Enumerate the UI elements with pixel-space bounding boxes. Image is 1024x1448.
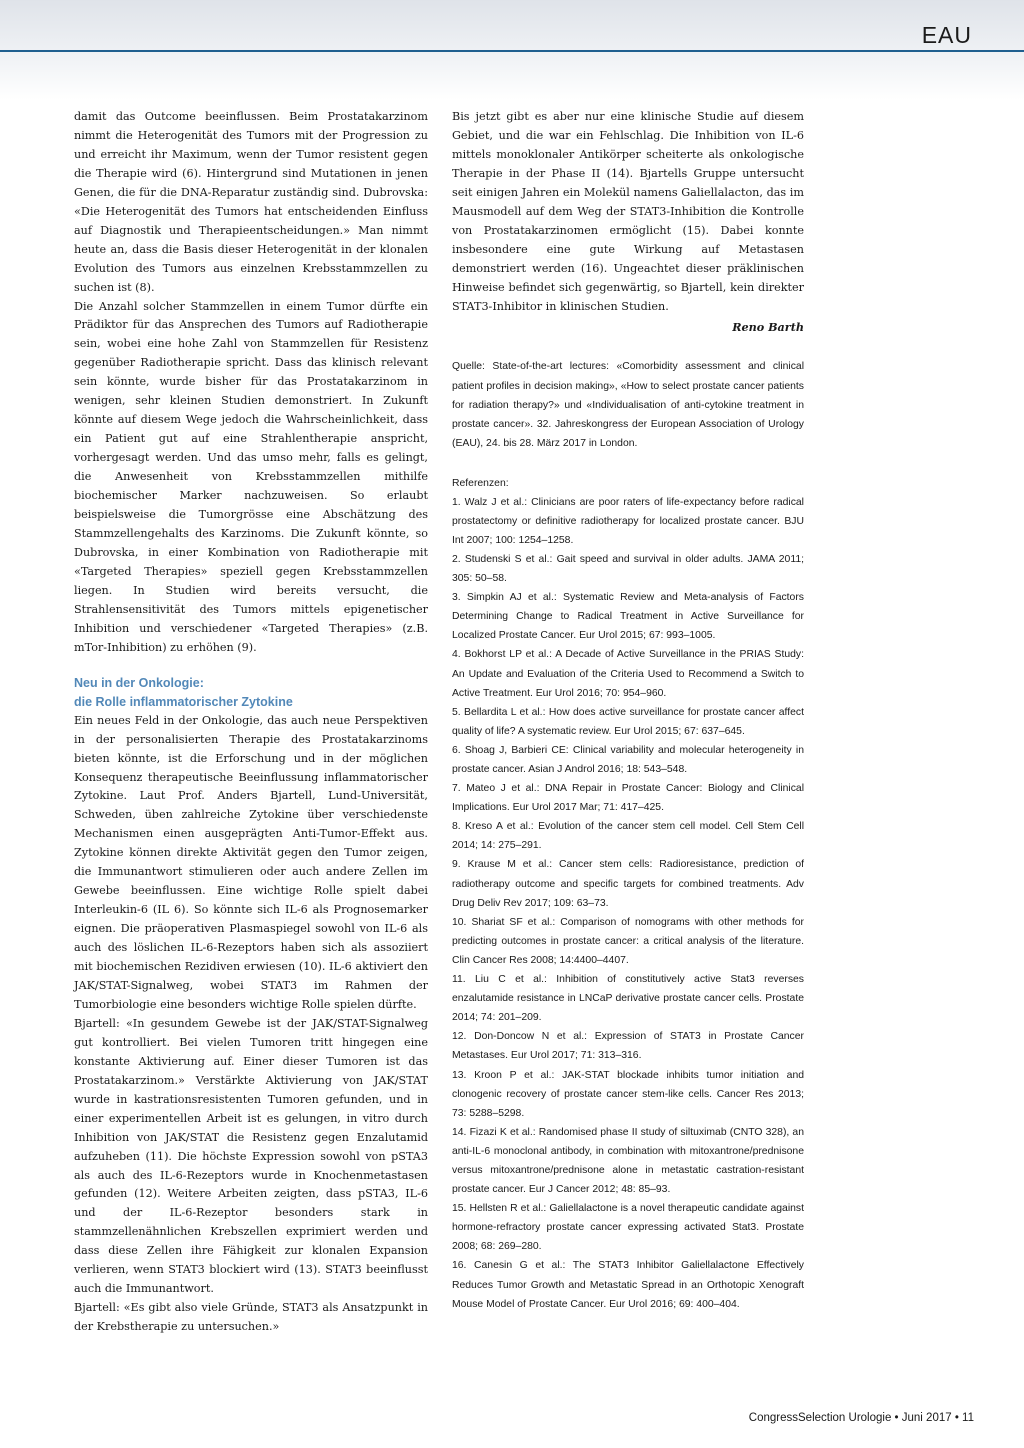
reference-item: 1. Walz J et al.: Clinicians are poor raters of life-expectancy before radical prostatectomy or definitive radiotherapy for localized prostate cancer. BJU Int 2007; 100: 1254–1258. xyxy=(452,496,804,546)
reference-item: 12. Don-Doncow N et al.: Expression of STAT3 in Prostate Cancer Metastases. Eur Urol 2017; 71: 313–316. xyxy=(452,1031,804,1062)
left-column xyxy=(74,108,428,1337)
paragraph: Bis jetzt gibt es aber nur eine klinische Studie auf diesem Gebiet, und die war ein Fehlschlag. Die Inhibition von IL-6 mittels monoklonaler Antikörper scheiterte als onkologische Therapie in der Phase II (14). Bjartells Gruppe untersucht seit einigen Jahren ein Molekül namens Galiellalacton, das im Mausmodell auf dem Weg der STAT3-Inhibition die Kontrolle von Prostatakarzinomen ermöglicht (15). Dabei konnte insbesondere eine gute Wirkung auf Metastasen demonstriert werden (16). Ungeachtet dieser präklinischen Hinweise befindet sich gegenwärtig, so Bjartell, kein direkter STAT3-Inhibitor in klinischen Studien. xyxy=(452,110,804,313)
paragraph: Bjartell: «Es gibt also viele Gründe, STAT3 als Ansatzpunkt in der Krebstherapie zu untersuchen.» xyxy=(74,1301,428,1334)
right-column xyxy=(452,108,804,1314)
section-heading-line2: die Rolle inflammatorischer Zytokine xyxy=(74,694,293,709)
reference-item: 5. Bellardita L et al.: How does active surveillance for prostate cancer affect quality of life? A systematic review. Eur Urol 2015; 67: 637–645. xyxy=(452,706,804,737)
paragraph: Bjartell: «In gesundem Gewebe ist der JAK/STAT-Signalweg gut kontrolliert. Bei vielen Tumoren tritt hingegen eine konstante Aktivierung auf. Einer dieser Tumoren ist das Prostatakarzinom.» Verstärkte Aktivierung von JAK/STAT wurde in kastrationsresistenten Tumoren gefunden, und in einer experimentellen Arbeit ist es gelungen, in vitro durch Inhibition von JAK/STAT die Resistenz gegen Enzalutamid aufzuheben (11). Die höchste Expression sowohl von pSTA3 als auch des IL-6-Rezeptors wurde in Knochenmetastasen gefunden (12). Weitere Arbeiten zeigten, dass pSTA3, IL-6 und der IL-6-Rezeptor besonders stark in stammzellenähnlichen Krebszellen exprimiert werden und dass diese Zellen ihre Fähigkeit zur klonalen Expansion verlieren, wenn STAT3 blockiert wird (13). STAT3 beeinflusst auch die Immunantwort. xyxy=(74,1016,428,1296)
page-footer: CongressSelection Urologie • Juni 2017 • 11 xyxy=(748,1412,974,1424)
paragraph: Die Anzahl solcher Stammzellen in einem Tumor dürfte ein Prädiktor für das Ansprechen des Tumors auf Radiotherapie sein, wobei eine hohe Zahl von Stammzellen für Resistenz gegenüber Radiotherapie spricht. Dass das klinisch relevant sein könnte, wurde bisher für das Prostatakarzinom in wenigen, sehr kleinen Studien demonstriert. In Zukunft könnte auf diesem Wege jedoch die Wahrscheinlichkeit, dass ein Patient gut auf eine Strahlentherapie anspricht, vorhergesagt werden. Und das umso mehr, falls es gelingt, die Anwesenheit von Krebsstammzellen mithilfe biochemischer Marker nachzuweisen. So erlaubt beispielsweise die Tumorgrösse eine Abschätzung des Stammzellengehalts des Karzinoms. Die Zukunft könnte, so Dubrovska, in einer Kombination von Radiotherapie mit «Targeted Therapies» speziell gegen Krebsstammzellen liegen. In Studien wird bereits versucht, die Strahlensensitivität des Tumors mittels epigenetischer Inhibition und verschiedener «Targeted Therapies» (z.B. mTor-Inhibition) zu erhöhen (9). xyxy=(74,299,428,654)
reference-item: 16. Canesin G et al.: The STAT3 Inhibitor Galiellalactone Effectively Reduces Tumor Growth and Metastatic Spread in an Orthotopic Xenograft Mouse Model of Prostate Cancer. Eur Urol 2016; 69: 400–404. xyxy=(452,1260,804,1310)
section-tag: EAU xyxy=(921,22,972,48)
reference-item: 13. Kroon P et al.: JAK-STAT blockade inhibits tumor initiation and clonogenic recovery of prostate cancer stem-like cells. Cancer Res 2013; 73: 5288–5298. xyxy=(452,1069,804,1119)
references-title: Referenzen: xyxy=(452,477,509,489)
reference-item: 7. Mateo J et al.: DNA Repair in Prostate Cancer: Biology and Clinical Implications. Eur Urol 2017 Mar; 71: 417–425. xyxy=(452,783,804,814)
reference-item: 9. Krause M et al.: Cancer stem cells: Radioresistance, prediction of radiotherapy outcome and specific targets for combined treatments. Adv Drug Deliv Rev 2017; 109: 63–73. xyxy=(452,859,804,909)
header-rule xyxy=(0,50,1024,52)
author-byline: Reno Barth xyxy=(732,320,804,335)
reference-item: 11. Liu C et al.: Inhibition of constitutively active Stat3 reverses enzalutamide resistance in LNCaP derivative prostate cancer cells. Prostate 2014; 74: 201–209. xyxy=(452,974,804,1024)
reference-item: 2. Studenski S et al.: Gait speed and survival in older adults. JAMA 2011; 305: 50–58. xyxy=(452,553,804,585)
paragraph: damit das Outcome beeinflussen. Beim Prostatakarzinom nimmt die Heterogenität des Tumors mit der Progression zu und erreicht ihr Maximum, wenn der Tumor resistent gegen die Therapie wird (6). Hintergrund sind Mutationen in jenen Genen, die für die DNA-Reparatur zuständig sind. Dubrovska: «Die Heterogenität des Tumors hat entscheidenden Einfluss auf Diagnostik und Therapieentscheidungen.» Man nimmt heute an, dass die Basis dieser Heterogenität in der klonalen Evolution des Tumors aus einzelnen Krebsstammzellen zu suchen ist (8). xyxy=(74,110,428,294)
reference-item: 8. Kreso A et al.: Evolution of the cancer stem cell model. Cell Stem Cell 2014; 14: 275–291. xyxy=(452,821,804,852)
reference-item: 15. Hellsten R et al.: Galiellalactone is a novel therapeutic candidate against hormone-refractory prostate cancer expressing activated Stat3. Prostate 2008; 68: 269–280. xyxy=(452,1203,804,1253)
reference-item: 4. Bokhorst LP et al.: A Decade of Active Surveillance in the PRIAS Study: An Update and Evaluation of the Criteria Used to Recommend a Switch to Active Treatment. Eur Urol 2016; 70: 954–960. xyxy=(452,649,804,699)
paragraph: Ein neues Feld in der Onkologie, das auch neue Perspektiven in der personalisierten Therapie des Prostatakarzinoms bieten könnte, ist die Erforschung und in der möglichen Konsequenz therapeutische Beeinflussung inflammatorischer Zytokine. Laut Prof. Anders Bjartell, Lund-Universität, Schweden, üben zahlreiche Zytokine über verschiedenste Mechanismen einen ausgeprägten Anti-Tumor-Effekt aus. Zytokine können direkte Aktivität gegen den Tumor zeigen, die Immunantwort stimulieren oder auch andere Zellen im Gewebe beeinflussen. Eine wichtige Rolle spielt dabei Interleukin-6 (IL 6). So könnte sich IL-6 als Prognosemarker eignen. Die präoperativen Plasmaspiegel sowohl von IL-6 als auch des löslichen IL-6-Rezeptors haben sich als assoziiert mit biochemischen Rezidiven erwiesen (10). IL-6 aktiviert den JAK/STAT-Signalweg, wobei STAT3 im Rahmen der Tumorbiologie eine besonders wichtige Rolle spielen dürfte. xyxy=(74,713,428,1011)
references-list xyxy=(452,493,804,1314)
source-note: Quelle: State-of-the-art lectures: «Comorbidity assessment and clinical patient profiles in decision making», «How to select prostate cancer patients for radiation therapy?» und «Individualisation of anti-cytokine treatment in prostate cancer». 32. Jahreskongress der European Association of Urology (EAU), 24. bis 28. März 2017 in London. xyxy=(452,361,804,450)
section-heading xyxy=(74,674,428,712)
reference-item: 3. Simpkin AJ et al.: Systematic Review and Meta-analysis of Factors Determining Change to Radical Treatment in Active Surveillance for Localized Prostate Cancer. Eur Urol 2015; 67: 993–1005. xyxy=(452,592,804,642)
reference-item: 6. Shoag J, Barbieri CE: Clinical variability and molecular heterogeneity in prostate cancer. Asian J Androl 2016; 18: 543–548. xyxy=(452,744,804,776)
reference-item: 10. Shariat SF et al.: Comparison of nomograms with other methods for predicting outcomes in prostate cancer: a critical analysis of the literature. Clin Cancer Res 2008; 14:4400–4407. xyxy=(452,916,804,966)
section-heading-line1: Neu in der Onkologie: xyxy=(74,675,204,690)
reference-item: 14. Fizazi K et al.: Randomised phase II study of siltuximab (CNTO 328), an anti-IL-6 monoclonal antibody, in combination with mitoxantrone/prednisone versus mitoxantrone/prednisone alone in metastatic castration-resistant prostate cancer. Eur J Cancer 2012; 48: 85–93. xyxy=(452,1126,804,1196)
